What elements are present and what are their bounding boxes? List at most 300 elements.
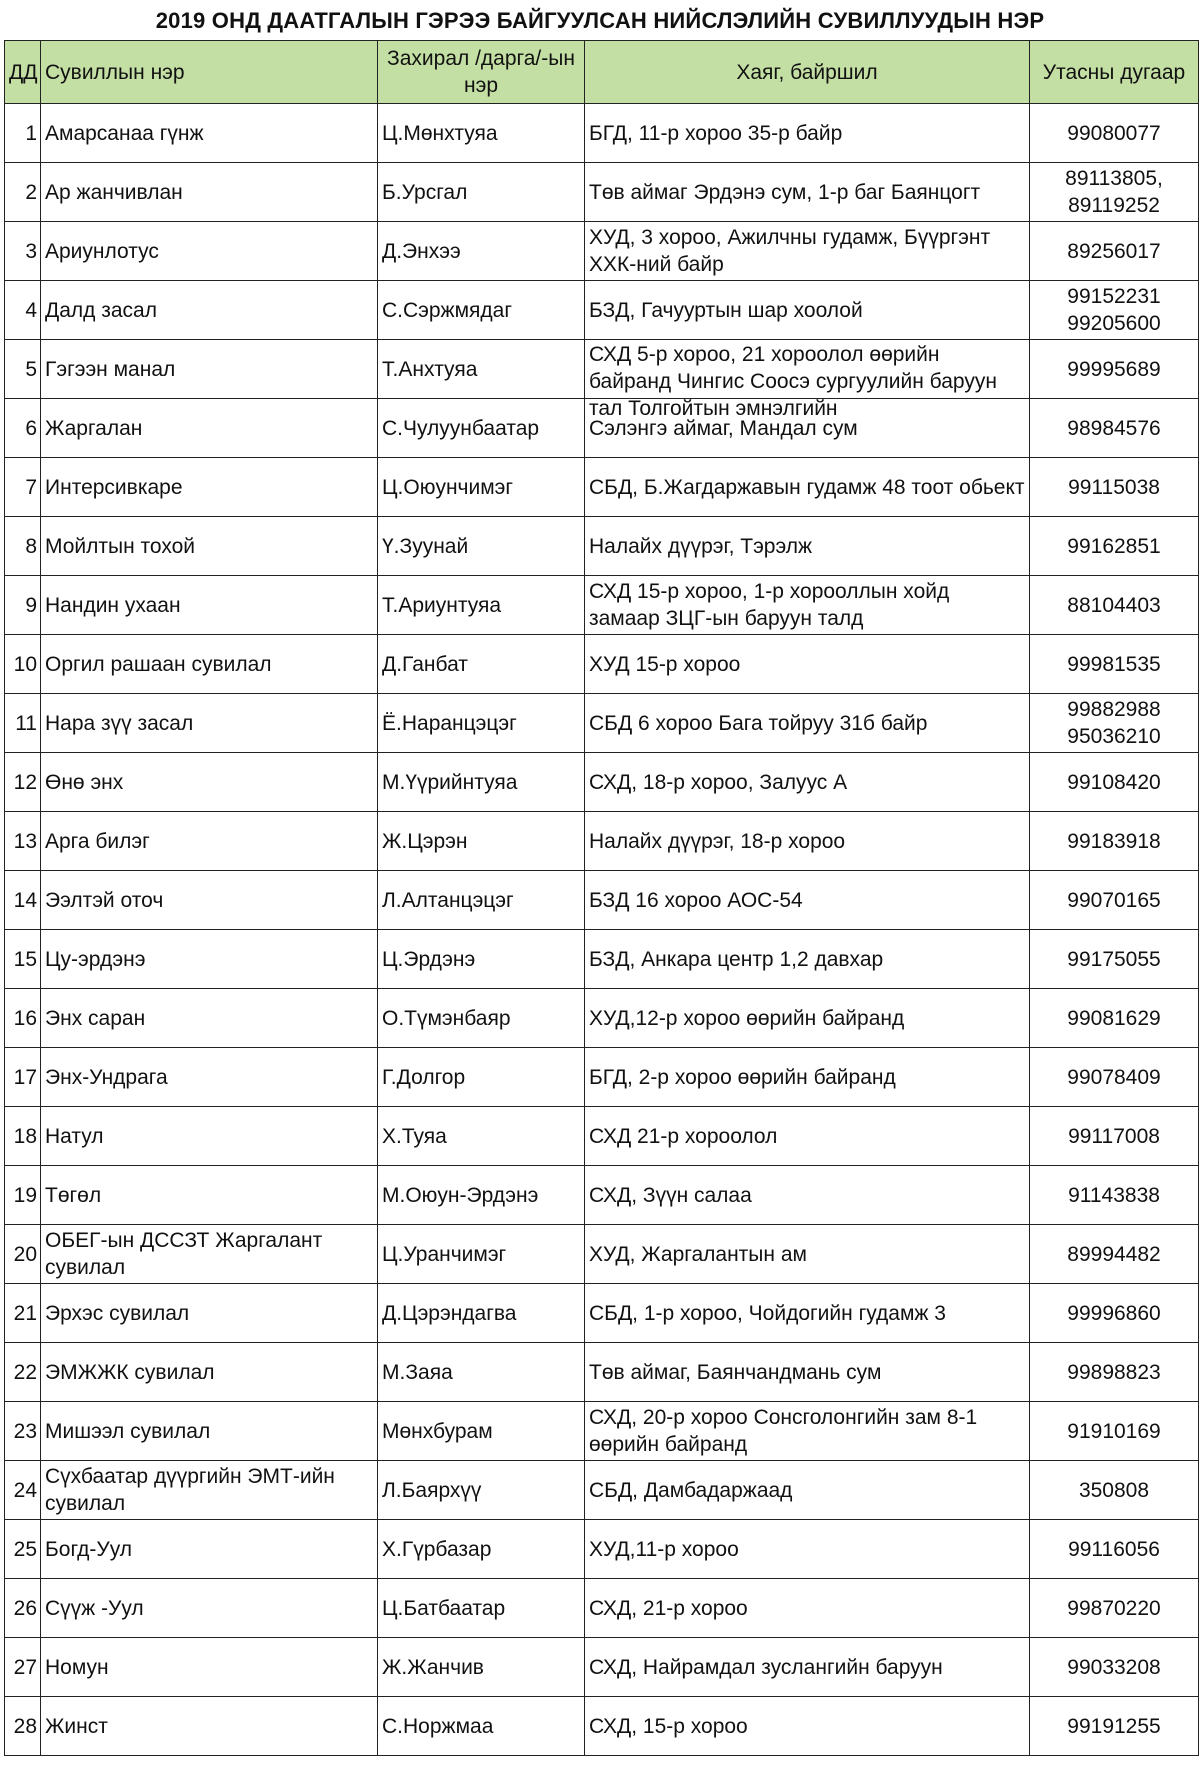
cell-address-text: ХУД 15-р хороо — [589, 652, 741, 676]
cell-director-text: Т.Ариунтуяа — [382, 593, 502, 617]
cell-director-text: Ц.Оюунчимэг — [382, 475, 514, 499]
cell-director-text: Ё.Наранцэцэг — [382, 711, 517, 735]
cell-address-text: СБД, Дамбадаржаад — [589, 1478, 793, 1502]
cell-name — [41, 281, 378, 340]
cell-address — [585, 1225, 1030, 1284]
cell-name-text: Мойлтын тохой — [45, 534, 196, 558]
cell-director — [378, 1225, 585, 1284]
cell-director-text: М.Үүрийнтуяа — [382, 770, 518, 794]
cell-name-text: Жинст — [45, 1714, 108, 1738]
table-row — [5, 281, 1199, 340]
cell-phone — [1030, 104, 1199, 163]
table-row — [5, 812, 1199, 871]
table-row — [5, 104, 1199, 163]
cell-director-text: Д.Ганбат — [382, 652, 468, 676]
cell-director-text: С.Норжмаа — [382, 1714, 494, 1738]
header-address: Хаяг, байршил — [585, 41, 1030, 104]
cell-num — [5, 1579, 41, 1638]
cell-phone-text: 350808 — [1078, 1478, 1150, 1502]
cell-address-text: СБД, Б.Жагдаржавын гудамж 48 тоот обьект — [589, 475, 1025, 499]
cell-num-text: 2 — [25, 180, 37, 204]
cell-phone — [1030, 1343, 1199, 1402]
cell-address-text: СХД, 18-р хороо, Залуус А — [589, 770, 848, 794]
cell-num-text: 24 — [13, 1478, 37, 1502]
cell-name — [41, 576, 378, 635]
cell-phone-text: 99116056 — [1068, 1537, 1160, 1561]
cell-phone-text: 99898823 — [1067, 1360, 1161, 1384]
cell-phone-text: 89994482 — [1067, 1242, 1161, 1266]
cell-address — [585, 1284, 1030, 1343]
cell-num-text: 17 — [13, 1065, 37, 1089]
table-header-row — [5, 41, 1199, 104]
cell-address — [585, 1697, 1030, 1756]
cell-name-text: Эрхэс сувилал — [45, 1301, 190, 1325]
cell-name-text: Ар жанчивлан — [45, 180, 183, 204]
table-row — [5, 930, 1199, 989]
cell-address — [585, 694, 1030, 753]
cell-address-text: ХУД,12-р хороо өөрийн байранд — [589, 1006, 905, 1030]
cell-phone — [1030, 458, 1199, 517]
cell-num — [5, 1048, 41, 1107]
cell-num — [5, 399, 41, 458]
cell-name-text: ЭМЖЖК сувилал — [45, 1360, 215, 1384]
cell-director-text: Ж.Цэрэн — [382, 829, 468, 853]
cell-num-text: 6 — [25, 416, 37, 440]
cell-name — [41, 989, 378, 1048]
cell-director-text: С.Чулуунбаатар — [382, 416, 540, 440]
cell-num-text: 11 — [15, 711, 37, 735]
cell-address-text: СХД 5-р хороо, 21 хороолол өөрийн байранд Чингис Соосэ сургуулийн баруун тал Толгойтын эмнэлгийн — [589, 343, 997, 420]
cell-address-text: СХД, Найрамдал зуслангийн баруун — [589, 1655, 943, 1679]
cell-name-text: Өнө энх — [45, 770, 124, 794]
cell-num-text: 10 — [13, 652, 37, 676]
table-row — [5, 1638, 1199, 1697]
cell-address-text: БЗД, Анкара центр 1,2 давхар — [589, 947, 884, 971]
cell-name — [41, 1048, 378, 1107]
cell-director — [378, 930, 585, 989]
cell-director-text: Ц.Уранчимэг — [382, 1242, 507, 1266]
cell-num-text: 20 — [13, 1242, 37, 1266]
cell-director — [378, 1520, 585, 1579]
table-row — [5, 1461, 1199, 1520]
cell-phone — [1030, 1697, 1199, 1756]
cell-phone-text: 99162851 — [1067, 534, 1161, 558]
cell-director-text: Х.Гүрбазар — [382, 1537, 492, 1561]
cell-phone-text: 88104403 — [1067, 593, 1161, 617]
cell-name — [41, 812, 378, 871]
cell-phone — [1030, 989, 1199, 1048]
table-row — [5, 222, 1199, 281]
cell-director-text: О.Түмэнбаяр — [382, 1006, 511, 1030]
cell-name-text: Гэгээн манал — [45, 357, 176, 381]
cell-address — [585, 1461, 1030, 1520]
table-row — [5, 1697, 1199, 1756]
cell-director-text: С.Сэржмядаг — [382, 298, 513, 322]
table-row — [5, 1343, 1199, 1402]
cell-director — [378, 1343, 585, 1402]
cell-director — [378, 812, 585, 871]
cell-num — [5, 1461, 41, 1520]
cell-director-text: Х.Туяа — [382, 1124, 447, 1148]
page-title: 2019 ОНД ДААТГАЛЫН ГЭРЭЭ БАЙГУУЛСАН НИЙСЛЭЛИЙН СУВИЛЛУУДЫН НЭР — [155, 8, 1045, 33]
cell-phone-text: 99081629 — [1067, 1006, 1161, 1030]
cell-num-text: 28 — [13, 1714, 37, 1738]
cell-phone — [1030, 635, 1199, 694]
cell-director — [378, 1579, 585, 1638]
table-row — [5, 1520, 1199, 1579]
cell-num — [5, 1225, 41, 1284]
cell-director — [378, 1638, 585, 1697]
header-director: Захирал /дарга/-ын нэр — [378, 41, 585, 104]
cell-phone — [1030, 1048, 1199, 1107]
cell-address — [585, 1166, 1030, 1225]
cell-name — [41, 104, 378, 163]
cell-director-text: Д.Энхээ — [382, 239, 461, 263]
table-row — [5, 517, 1199, 576]
cell-num-text: 8 — [25, 534, 37, 558]
cell-name — [41, 1638, 378, 1697]
cell-num — [5, 517, 41, 576]
cell-director-text: Б.Урсгал — [382, 180, 468, 204]
table-row — [5, 1166, 1199, 1225]
cell-name — [41, 1225, 378, 1284]
cell-address — [585, 104, 1030, 163]
cell-phone-text: 99115038 — [1068, 475, 1160, 499]
cell-num-text: 23 — [13, 1419, 37, 1443]
cell-name — [41, 1343, 378, 1402]
cell-num — [5, 104, 41, 163]
cell-name — [41, 517, 378, 576]
cell-director-text: Ү.Зуунай — [382, 534, 469, 558]
cell-num — [5, 989, 41, 1048]
cell-num — [5, 1402, 41, 1461]
cell-name-text: Энх саран — [45, 1006, 146, 1030]
cell-director-text: М.Заяа — [382, 1360, 453, 1384]
cell-num — [5, 576, 41, 635]
cell-phone — [1030, 1520, 1199, 1579]
cell-num-text: 5 — [25, 357, 37, 381]
cell-address-text: СХД 15-р хороо, 1-р хорооллын хойд замаар ЗЦГ-ын баруун талд — [589, 580, 950, 630]
cell-director — [378, 1402, 585, 1461]
cell-num-text: 3 — [25, 239, 37, 263]
cell-num — [5, 281, 41, 340]
cell-phone-text: 99152231 99205600 — [1067, 285, 1161, 335]
cell-address-text: СХД, 15-р хороо — [589, 1714, 748, 1738]
cell-address-text: БЗД, Гачууртын шар хоолой — [589, 298, 863, 322]
table-row — [5, 1107, 1199, 1166]
cell-phone-text: 99070165 — [1067, 888, 1161, 912]
cell-address-text: Төв аймаг Эрдэнэ сум, 1-р баг Баянцогт — [589, 180, 981, 204]
cell-name-text: Нандин ухаан — [45, 593, 181, 617]
cell-name-text: Интерсивкаре — [45, 475, 183, 499]
cell-num — [5, 635, 41, 694]
cell-name — [41, 1520, 378, 1579]
cell-address-text: Сэлэнгэ аймаг, Мандал сум — [589, 416, 858, 440]
cell-num-text: 25 — [13, 1537, 37, 1561]
cell-director — [378, 1048, 585, 1107]
cell-phone-text: 89113805, 89119252 — [1065, 167, 1163, 217]
cell-phone — [1030, 163, 1199, 222]
cell-address — [585, 930, 1030, 989]
cell-name — [41, 753, 378, 812]
cell-director-text: Ж.Жанчив — [382, 1655, 484, 1679]
cell-phone — [1030, 1284, 1199, 1343]
cell-address-text: СХД, 20-р хороо Сонсголонгийн зам 8-1 өөрийн байранд — [589, 1406, 978, 1456]
cell-director-text: Д.Цэрэндагва — [382, 1301, 517, 1325]
cell-address — [585, 753, 1030, 812]
cell-address — [585, 812, 1030, 871]
cell-director — [378, 1166, 585, 1225]
header-phone: Утасны дугаар — [1030, 41, 1199, 104]
cell-name-text: Номун — [45, 1655, 109, 1679]
cell-director-text: М.Оюун-Эрдэнэ — [382, 1183, 539, 1207]
cell-num — [5, 222, 41, 281]
cell-director — [378, 222, 585, 281]
cell-num — [5, 1343, 41, 1402]
cell-phone-text: 99191255 — [1067, 1714, 1161, 1738]
cell-name — [41, 1402, 378, 1461]
cell-address-text: СХД, 21-р хороо — [589, 1596, 748, 1620]
cell-name — [41, 1284, 378, 1343]
table-row — [5, 576, 1199, 635]
cell-num — [5, 694, 41, 753]
cell-name — [41, 163, 378, 222]
cell-phone-text: 99108420 — [1067, 770, 1161, 794]
cell-name-text: Амарсанаа гүнж — [45, 121, 204, 145]
cell-num-text: 18 — [13, 1124, 37, 1148]
cell-address — [585, 1402, 1030, 1461]
cell-phone-text: 99870220 — [1067, 1596, 1161, 1620]
cell-name — [41, 340, 378, 399]
cell-name — [41, 458, 378, 517]
table-row — [5, 1579, 1199, 1638]
table-row — [5, 871, 1199, 930]
cell-director — [378, 281, 585, 340]
cell-director — [378, 694, 585, 753]
cell-address-text: СБД 6 хороо Бага тойруу 31б байр — [589, 711, 928, 735]
cell-name — [41, 1579, 378, 1638]
cell-phone — [1030, 222, 1199, 281]
cell-num-text: 13 — [13, 829, 37, 853]
cell-num-text: 19 — [13, 1183, 37, 1207]
cell-director — [378, 517, 585, 576]
cell-name-text: Нара зүү засал — [45, 711, 194, 735]
cell-director-text: Ц.Эрдэнэ — [382, 947, 476, 971]
sanatorium-table — [4, 40, 1199, 1756]
cell-address — [585, 163, 1030, 222]
cell-director — [378, 1284, 585, 1343]
cell-num — [5, 812, 41, 871]
cell-num — [5, 1284, 41, 1343]
cell-num — [5, 458, 41, 517]
cell-director — [378, 753, 585, 812]
cell-name — [41, 1461, 378, 1520]
cell-name — [41, 1166, 378, 1225]
cell-director-text: Г.Долгор — [382, 1065, 466, 1089]
cell-address-text: БГД, 11-р хороо 35-р байр — [589, 121, 843, 145]
cell-director-text: Л.Алтанцэцэг — [382, 888, 514, 912]
cell-name — [41, 635, 378, 694]
cell-num — [5, 1638, 41, 1697]
cell-phone — [1030, 930, 1199, 989]
cell-phone — [1030, 871, 1199, 930]
cell-address — [585, 989, 1030, 1048]
cell-phone — [1030, 281, 1199, 340]
cell-num-text: 15 — [13, 947, 37, 971]
table-row — [5, 163, 1199, 222]
cell-address — [585, 1520, 1030, 1579]
cell-address — [585, 1638, 1030, 1697]
cell-address — [585, 340, 1030, 420]
cell-num — [5, 163, 41, 222]
cell-address-text: ХУД, 3 хороо, Ажилчны гудамж, Бүүргэнт ХХК-ний байр — [589, 226, 991, 276]
cell-num — [5, 930, 41, 989]
cell-name-text: Төгөл — [45, 1183, 102, 1207]
cell-num — [5, 1107, 41, 1166]
table-row — [5, 458, 1199, 517]
cell-director-text: Т.Анхтуяа — [382, 357, 478, 381]
cell-address — [585, 222, 1030, 281]
cell-name-text: Ээлтэй оточ — [45, 888, 164, 912]
cell-phone-text: 89256017 — [1067, 239, 1161, 263]
cell-name-text: Богд-Уул — [45, 1537, 133, 1561]
cell-num-text: 9 — [25, 593, 37, 617]
cell-phone-text: 91910169 — [1067, 1419, 1161, 1443]
cell-num-text: 27 — [13, 1655, 37, 1679]
cell-name — [41, 930, 378, 989]
cell-director — [378, 340, 585, 399]
table-body — [5, 104, 1199, 1756]
cell-director — [378, 576, 585, 635]
cell-name — [41, 222, 378, 281]
table-container — [4, 40, 1198, 1786]
cell-phone-text: 91143838 — [1068, 1183, 1160, 1207]
cell-phone — [1030, 517, 1199, 576]
cell-phone-text: 99117008 — [1068, 1124, 1160, 1148]
cell-phone — [1030, 753, 1199, 812]
cell-num-text: 21 — [13, 1301, 37, 1325]
header-num: ДД — [5, 41, 41, 104]
cell-address — [585, 458, 1030, 517]
cell-phone — [1030, 1461, 1199, 1520]
cell-name — [41, 1697, 378, 1756]
cell-name-text: Сүхбаатар дүүргийн ЭМТ-ийн сувилал — [45, 1465, 335, 1515]
table-row — [5, 989, 1199, 1048]
cell-name-text: Энх-Ундрага — [45, 1065, 168, 1089]
cell-phone — [1030, 1579, 1199, 1638]
cell-director — [378, 399, 585, 458]
cell-address — [585, 1579, 1030, 1638]
cell-address — [585, 1048, 1030, 1107]
cell-num-text: 12 — [13, 770, 37, 794]
cell-name-text: Ариунлотус — [45, 239, 159, 263]
cell-num — [5, 753, 41, 812]
cell-name-text: Сүүж -Уул — [45, 1596, 144, 1620]
cell-address — [585, 1343, 1030, 1402]
table-row — [5, 340, 1199, 399]
cell-phone-text: 99080077 — [1067, 121, 1161, 145]
cell-address-text: Налайх дүүрэг, 18-р хороо — [589, 829, 846, 853]
cell-num-text: 7 — [25, 475, 37, 499]
cell-num-text: 4 — [25, 298, 37, 322]
cell-address-text: Төв аймаг, Баянчандмань сум — [589, 1360, 882, 1384]
cell-phone — [1030, 1402, 1199, 1461]
cell-phone-text: 99175055 — [1067, 947, 1161, 971]
cell-director-text: Ц.Мөнхтуяа — [382, 121, 498, 145]
cell-address-text: СХД 21-р хороолол — [589, 1124, 778, 1148]
cell-num-text: 16 — [13, 1006, 37, 1030]
cell-phone — [1030, 340, 1199, 399]
cell-phone-text: 99183918 — [1067, 829, 1161, 853]
cell-address-text: СХД, Зүүн салаа — [589, 1183, 752, 1207]
cell-phone-text: 99981535 — [1067, 652, 1161, 676]
cell-name-text: Мишээл сувилал — [45, 1419, 211, 1443]
cell-phone — [1030, 576, 1199, 635]
cell-phone-text: 99882988 95036210 — [1067, 698, 1161, 748]
cell-name-text: ОБЕГ-ын ДССЗТ Жаргалант сувилал — [45, 1229, 323, 1279]
cell-phone — [1030, 1225, 1199, 1284]
cell-director — [378, 871, 585, 930]
cell-address — [585, 635, 1030, 694]
cell-address-text: БГД, 2-р хороо өөрийн байранд — [589, 1065, 896, 1089]
cell-phone — [1030, 1166, 1199, 1225]
cell-director — [378, 163, 585, 222]
cell-phone-text: 98984576 — [1067, 416, 1161, 440]
cell-address-text: БЗД 16 хороо АОС-54 — [589, 888, 803, 912]
cell-name-text: Натул — [45, 1124, 104, 1148]
cell-phone — [1030, 399, 1199, 458]
cell-phone — [1030, 1107, 1199, 1166]
cell-num — [5, 871, 41, 930]
cell-num — [5, 340, 41, 399]
cell-name — [41, 1107, 378, 1166]
cell-num-text: 1 — [25, 121, 37, 145]
cell-address-text: СБД, 1-р хороо, Чойдогийн гудамж 3 — [589, 1301, 946, 1325]
cell-phone-text: 99996860 — [1067, 1301, 1161, 1325]
table-row — [5, 753, 1199, 812]
cell-director-text: Л.Баярхүү — [382, 1478, 482, 1502]
table-row — [5, 1402, 1199, 1461]
table-row — [5, 635, 1199, 694]
table-row — [5, 1048, 1199, 1107]
cell-director — [378, 1107, 585, 1166]
cell-num — [5, 1697, 41, 1756]
cell-num — [5, 1520, 41, 1579]
cell-address — [585, 871, 1030, 930]
cell-director — [378, 1697, 585, 1756]
table-row — [5, 1225, 1199, 1284]
table-row — [5, 1284, 1199, 1343]
table-row — [5, 694, 1199, 753]
cell-name-text: Оргил рашаан сувилал — [45, 652, 272, 676]
cell-phone-text: 99033208 — [1067, 1655, 1161, 1679]
cell-num-text: 14 — [13, 888, 37, 912]
cell-phone — [1030, 1638, 1199, 1697]
cell-name — [41, 871, 378, 930]
cell-director — [378, 989, 585, 1048]
cell-phone-text: 99078409 — [1067, 1065, 1161, 1089]
cell-name-text: Цу-эрдэнэ — [45, 947, 146, 971]
header-name: Сувиллын нэр — [41, 41, 378, 104]
cell-num — [5, 1166, 41, 1225]
cell-address — [585, 576, 1030, 635]
cell-name-text: Жаргалан — [45, 416, 143, 440]
cell-address — [585, 517, 1030, 576]
cell-address — [585, 281, 1030, 340]
cell-name — [41, 399, 378, 458]
cell-director — [378, 635, 585, 694]
cell-num-text: 22 — [13, 1360, 37, 1384]
